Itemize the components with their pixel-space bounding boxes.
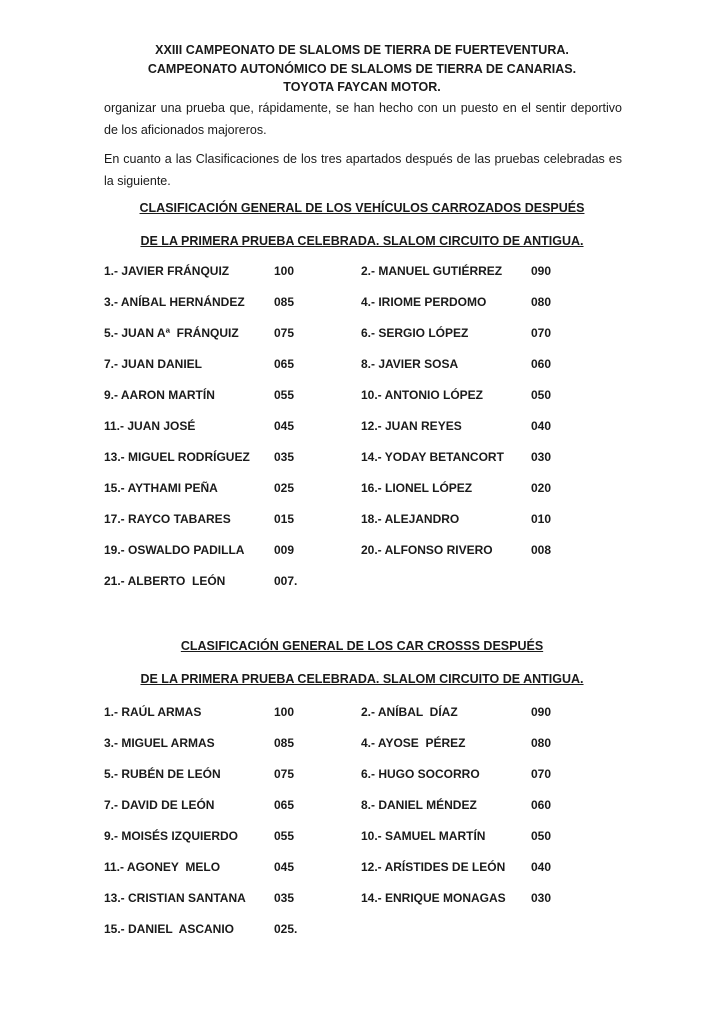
- section-1-title-line-1: CLASIFICACIÓN GENERAL DE LOS VEHÍCULOS CARROZADOS DESPUÉS: [139, 201, 585, 215]
- driver-name: 4.- AYOSE PÉREZ: [361, 736, 466, 750]
- driver-name: 7.- DAVID DE LEÓN: [104, 798, 215, 812]
- driver-points: 055: [274, 388, 295, 402]
- driver-name: 2.- MANUEL GUTIÉRREZ: [361, 264, 503, 278]
- standings-row: [0, 891, 724, 909]
- document-header: [0, 41, 724, 97]
- driver-points: 090: [531, 264, 552, 278]
- driver-name: 12.- ARÍSTIDES DE LEÓN: [361, 860, 506, 874]
- driver-points: 009: [274, 543, 295, 557]
- driver-name: 10.- SAMUEL MARTÍN: [361, 829, 486, 843]
- standings-row: [0, 860, 724, 878]
- header-line-2: CAMPEONATO AUTONÓMICO DE SLALOMS DE TIERRA DE CANARIAS.: [147, 61, 577, 76]
- standings-row: [0, 767, 724, 785]
- driver-points: 025.: [274, 922, 298, 936]
- driver-points: 080: [531, 736, 552, 750]
- driver-points: 055: [274, 829, 295, 843]
- driver-name: 1.- JAVIER FRÁNQUIZ: [104, 264, 230, 278]
- driver-name: 1.- RAÚL ARMAS: [104, 705, 202, 719]
- driver-points: 085: [274, 295, 295, 309]
- driver-name: 13.- MIGUEL RODRÍGUEZ: [104, 450, 250, 464]
- standings-row: [0, 388, 724, 406]
- driver-points: 090: [531, 705, 552, 719]
- driver-name: 11.- AGONEY MELO: [104, 860, 221, 874]
- driver-name: 17.- RAYCO TABARES: [104, 512, 231, 526]
- driver-name: 18.- ALEJANDRO: [361, 512, 460, 526]
- driver-points: 070: [531, 326, 552, 340]
- driver-points: 045: [274, 419, 295, 433]
- driver-name: 7.- JUAN DANIEL: [104, 357, 203, 371]
- driver-points: 085: [274, 736, 295, 750]
- driver-name: 15.- AYTHAMI PEÑA: [104, 481, 218, 495]
- driver-points: 065: [274, 798, 295, 812]
- section-2-title-line-1: CLASIFICACIÓN GENERAL DE LOS CAR CROSSS DESPUÉS: [180, 639, 544, 653]
- driver-name: 8.- JAVIER SOSA: [361, 357, 459, 371]
- driver-name: 12.- JUAN REYES: [361, 419, 462, 433]
- driver-name: 11.- JUAN JOSÉ: [104, 419, 196, 433]
- driver-points: 065: [274, 357, 295, 371]
- driver-name: 6.- SERGIO LÓPEZ: [361, 326, 469, 340]
- driver-name: 19.- OSWALDO PADILLA: [104, 543, 245, 557]
- driver-points: 045: [274, 860, 295, 874]
- section-2-title-line-2: DE LA PRIMERA PRUEBA CELEBRADA. SLALOM CIRCUITO DE ANTIGUA.: [140, 672, 584, 686]
- standings-row: [0, 450, 724, 468]
- standings-row: [0, 512, 724, 530]
- driver-name: 15.- DANIEL ASCANIO: [104, 922, 235, 936]
- driver-points: 050: [531, 829, 552, 843]
- driver-points: 100: [274, 264, 295, 278]
- driver-points: 080: [531, 295, 552, 309]
- driver-name: 14.- ENRIQUE MONAGAS: [361, 891, 506, 905]
- driver-name: 5.- JUAN Aª FRÁNQUIZ: [104, 326, 239, 340]
- driver-points: 035: [274, 891, 295, 905]
- standings-row: [0, 295, 724, 313]
- driver-name: 10.- ANTONIO LÓPEZ: [361, 388, 484, 402]
- section-1-title-line-2: DE LA PRIMERA PRUEBA CELEBRADA. SLALOM CIRCUITO DE ANTIGUA.: [140, 234, 584, 248]
- driver-name: 20.- ALFONSO RIVERO: [361, 543, 493, 557]
- driver-name: 14.- YODAY BETANCORT: [361, 450, 504, 464]
- driver-name: 3.- MIGUEL ARMAS: [104, 736, 215, 750]
- standings-row: [0, 264, 724, 282]
- classification-intro-paragraph: En cuanto a las Clasificaciones de los tres apartados después de las pruebas celebradas es la siguiente.: [104, 152, 622, 188]
- driver-points: 020: [531, 481, 552, 495]
- driver-name: 2.- ANÍBAL DÍAZ: [361, 705, 458, 719]
- driver-points: 035: [274, 450, 295, 464]
- standings-row: [0, 705, 724, 723]
- driver-name: 9.- AARON MARTÍN: [104, 388, 215, 402]
- driver-name: 5.- RUBÉN DE LEÓN: [104, 767, 221, 781]
- driver-points: 100: [274, 705, 295, 719]
- driver-name: 4.- IRIOME PERDOMO: [361, 295, 487, 309]
- driver-points: 070: [531, 767, 552, 781]
- standings-row: [0, 922, 724, 940]
- driver-name: 9.- MOISÉS IZQUIERDO: [104, 829, 239, 843]
- driver-points: 025: [274, 481, 295, 495]
- driver-points: 040: [531, 860, 552, 874]
- driver-points: 050: [531, 388, 552, 402]
- driver-points: 030: [531, 450, 552, 464]
- driver-points: 007.: [274, 574, 298, 588]
- standings-row: [0, 419, 724, 437]
- standings-row: [0, 574, 724, 592]
- standings-row: [0, 736, 724, 754]
- driver-points: 060: [531, 357, 552, 371]
- standings-row: [0, 543, 724, 561]
- driver-points: 075: [274, 767, 295, 781]
- standings-row: [0, 798, 724, 816]
- driver-name: 21.- ALBERTO LEÓN: [104, 574, 226, 588]
- standings-row: [0, 326, 724, 344]
- driver-points: 040: [531, 419, 552, 433]
- driver-name: 16.- LIONEL LÓPEZ: [361, 481, 473, 495]
- driver-points: 015: [274, 512, 295, 526]
- driver-name: 6.- HUGO SOCORRO: [361, 767, 480, 781]
- standings-row: [0, 829, 724, 847]
- driver-name: 3.- ANÍBAL HERNÁNDEZ: [104, 295, 245, 309]
- standings-row: [0, 357, 724, 375]
- driver-points: 030: [531, 891, 552, 905]
- driver-name: 8.- DANIEL MÉNDEZ: [361, 798, 477, 812]
- standings-row: [0, 481, 724, 499]
- driver-points: 008: [531, 543, 552, 557]
- driver-name: 13.- CRISTIAN SANTANA: [104, 891, 246, 905]
- header-line-3: TOYOTA FAYCAN MOTOR.: [283, 80, 441, 94]
- intro-paragraph: organizar una prueba que, rápidamente, se han hecho con un puesto en el sentir deportivo de los aficionados majoreros.: [104, 101, 622, 137]
- driver-points: 060: [531, 798, 552, 812]
- driver-points: 010: [531, 512, 552, 526]
- header-line-1: XXIII CAMPEONATO DE SLALOMS DE TIERRA DE FUERTEVENTURA.: [155, 43, 569, 57]
- driver-points: 075: [274, 326, 295, 340]
